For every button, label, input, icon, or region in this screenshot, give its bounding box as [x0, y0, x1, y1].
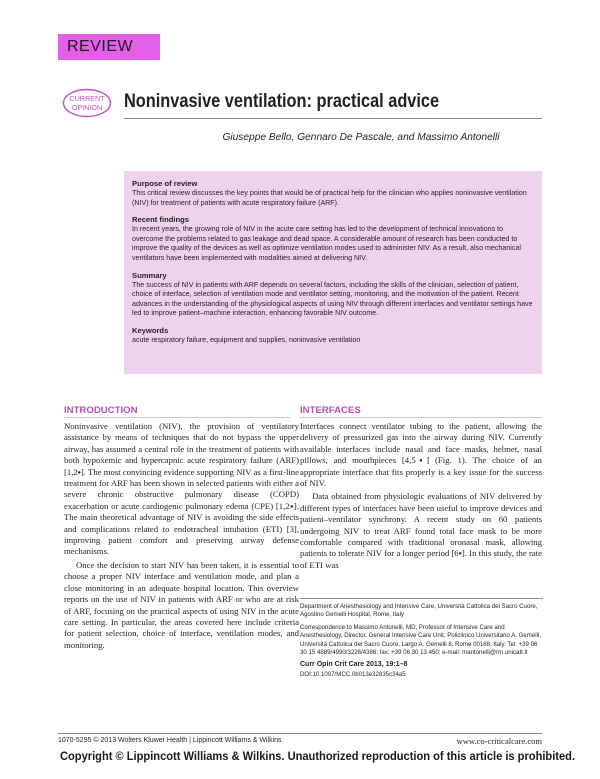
- footer-website-link[interactable]: www.co-criticalcare.com: [456, 736, 542, 746]
- abstract-summary-heading: Summary: [132, 270, 167, 280]
- abstract-findings-heading: Recent findings: [132, 215, 189, 225]
- introduction-paragraph-2: Once the decision to start NIV has been taken, it is essential to choose a proper NIV interface and ventilation mode, and plan a close monitoring in an adequate hospital location. This overview reports on the use of NIV in patients with ARF or who are at risk of ARF, focusing on the practical aspects of using NIV in the acute care setting. In particular, the areas covered here include criteria for patient selection, choice of interface, ventilation modes, and monitoring.: [64, 559, 299, 650]
- affiliation-correspondence: Correspondence to Massimo Antonelli, MD, Professor of Intensive Care and Anesthesiology, Director, General Intensive Care Unit, Policlinico Universitario A. Gemelli, Università Cattolica del Sacro Cuore, Largo A. Gemelli 8, Rome 00168, Italy. Tel: +39 06 30 15 4889/4990/3226/4386; fax: +39 06 30 13 450; e-mail: mantonelli@rm.unicatt.it: [300, 623, 542, 657]
- abstract-purpose-heading: Purpose of review: [132, 179, 198, 188]
- footer-divider: [58, 733, 542, 734]
- abstract-box: [124, 171, 542, 374]
- author-affiliation: [300, 598, 543, 683]
- abstract-summary-text: The success of NIV in patients with ARF depends on several factors, including the skills of the clinician, selection of patient, choice of interface, selection of ventilation mode and ventilator setting, monitoring, and the motivation of the patient. Recent advances in the understanding of the physiological aspects of using NIV through different interfaces and ventilator settings have led to improve patient–machine interaction, enhancing favorable NIV outcome.: [132, 280, 533, 318]
- article-authors: Giuseppe Bello, Gennaro De Pascale, and Massimo Antonelli: [222, 132, 500, 143]
- footer-issn: 1070-5295 © 2013 Wolters Kluwer Health | Lippincott Williams & Wilkins: [58, 737, 282, 744]
- current-opinion-logo: [62, 88, 112, 118]
- journal-citation: Curr Opin Crit Care 2013, 19:1–8: [300, 661, 408, 669]
- introduction-heading: INTRODUCTION: [64, 405, 138, 416]
- logo-line2: OPINION: [71, 103, 103, 112]
- affiliation-department: Department of Anesthesiology and Intensive Care, Università Cattolica del Sacro Cuore, Agostino Gemelli Hospital, Rome, Italy: [300, 603, 538, 619]
- interfaces-heading: INTERFACES: [300, 405, 361, 416]
- interfaces-column: [300, 421, 542, 571]
- review-banner: REVIEW: [58, 34, 160, 60]
- introduction-paragraph-1: Noninvasive ventilation (NIV), the provision of ventilatory assistance by means of techniques that do not bypass the upper airway, has assumed a central role in the treatment of patients with both hypoxemic and hypercapnic acute respiratory failure (ARF) [1,2▪]. The most convincing evidence supporting NIV as a first-line treatment for ARF has been shown in selected patients with either a severe chronic obstructive pulmonary disease (COPD) exacerbation or acute cardiogenic pulmonary edema (CPE) [1,2▪]. The main theoretical advantage of NIV is avoiding the side effects and complications related to endotracheal intubation (ETI) [3], improving patient comfort and preserving airway defense mechanisms.: [64, 421, 299, 557]
- article-title: Noninvasive ventilation: practical advice: [124, 91, 440, 112]
- abstract-purpose-text: This critical review discusses the key points that would be of practical help for the clinician who applies noninvasive ventilation (NIV) for treatment of patients with acute respiratory failure (ARF).: [132, 189, 527, 207]
- introduction-column: [64, 421, 299, 651]
- interfaces-paragraph-1: Interfaces connect ventilator tubing to the patient, allowing the delivery of pressurized gas into the airway during NIV. Currently available interfaces include nasal and face masks, helmet, nasal pillows, and mouthpieces [4,5▪] (Fig. 1). The choice of an appropriate interface that fits properly is a key issue for the success of NIV.: [300, 421, 542, 489]
- abstract-keywords-text: acute respiratory failure, equipment and supplies, noninvasive ventilation: [132, 335, 361, 344]
- copyright-notice: Copyright © Lippincott Williams & Wilkins. Unauthorized reproduction of this article is prohibited.: [60, 750, 576, 763]
- title-divider: [124, 118, 542, 119]
- article-doi: DOI:10.1097/MCC.0b013e32835c34a5: [300, 670, 406, 678]
- introduction-rule: [64, 417, 290, 418]
- abstract-keywords-heading: Keywords: [132, 325, 169, 335]
- abstract-findings-text: In recent years, the growing role of NIV in the acute care setting has led to the development of technical innovations to overcome the problems related to gas leakage and dead space. A considerable amount of research has been conducted to improve the quality of the devices as well as optimize ventilation modes used to administer NIV. As a result, also mechanical ventilators have been implemented with modalities aimed at delivering NIV.: [132, 225, 521, 262]
- logo-line1: CURRENT: [69, 94, 105, 103]
- interfaces-rule: [300, 417, 542, 418]
- interfaces-paragraph-2: Data obtained from physiologic evaluations of NIV delivered by different types of interfaces have been useful to improve devices and patient–ventilator synchrony. A recent study on 60 patients undergoing NIV to treat ARF found total face mask to be more comfortable compared with traditional oronasal mask, allowing patients to tolerate NIV for a longer period [6▪]. In this study, the rate of ETI was: [300, 491, 542, 570]
